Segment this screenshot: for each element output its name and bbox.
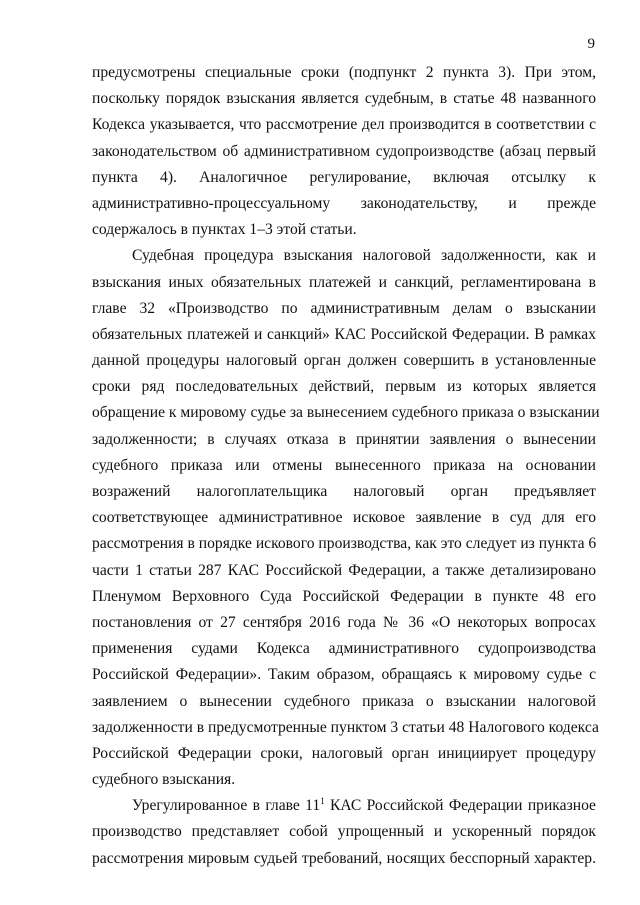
text-line: административно-процессуальному законодательству, и прежде bbox=[92, 194, 596, 212]
document-body bbox=[92, 60, 600, 872]
text-line: заявлением о вынесении судебного приказа о взыскании налоговой bbox=[92, 692, 596, 710]
text-line: содержалось в пунктах 1–3 этой статьи. bbox=[92, 221, 357, 239]
paragraph-writ-proceedings bbox=[92, 793, 596, 872]
page-number: 9 bbox=[587, 36, 595, 52]
text-line: данной процедуры налоговый орган должен совершить в установленные bbox=[92, 352, 596, 370]
text-line: сроки ряд последовательных действий, первым из которых является bbox=[92, 378, 596, 396]
text-line: главе 32 «Производство по административным делам о взыскании bbox=[92, 299, 596, 317]
text-line bbox=[92, 793, 596, 819]
text-line: рассмотрения мировым судьей требований, носящих бесспорный характер. bbox=[92, 849, 596, 867]
text-line: части 1 статьи 287 КАС Российской Федерации, а также детализировано bbox=[92, 561, 596, 579]
text-line: судебного приказа или отмены вынесенного приказа на основании bbox=[92, 456, 596, 474]
text-line: производство представляет собой упрощенный и ускоренный порядок bbox=[92, 823, 596, 841]
text-line: предусмотрены специальные сроки (подпункт 2 пункта 3). При этом, bbox=[92, 64, 596, 81]
text-line: обращение к мировому судье за вынесением судебного приказа о взыскании bbox=[92, 404, 600, 422]
paragraph-continuation bbox=[92, 60, 596, 243]
text-line: Судебная процедура взыскания налоговой задолженности, как и bbox=[132, 247, 596, 265]
text-line: задолженности в предусмотренные пунктом 3 статьи 48 Налогового кодекса bbox=[92, 718, 599, 736]
text-line: обязательных платежей и санкций» КАС Российской Федерации. В рамках bbox=[92, 325, 596, 343]
text-line: применения судами Кодекса административного судопроизводства bbox=[92, 640, 596, 658]
text-line: соответствующее административное исковое заявление в суд для его bbox=[92, 509, 596, 527]
text-line: пункта 4). Аналогичное регулирование, включая отсылку к bbox=[92, 168, 596, 186]
text-line: постановления от 27 сентября 2016 года № 36 «О некоторых вопросах bbox=[92, 613, 596, 631]
text-line: Российской Федерации сроки, налоговый орган инициирует процедуру bbox=[92, 744, 596, 762]
text-line: задолженности; в случаях отказа в принятии заявления о вынесении bbox=[92, 430, 596, 448]
text-line: возражений налогоплательщика налоговый орган предъявляет bbox=[92, 483, 596, 500]
text-line: Пленумом Верховного Суда Российской Федерации в пункте 48 его bbox=[92, 587, 596, 605]
text-run: Урегулированное в главе 11 bbox=[132, 797, 321, 815]
text-line: законодательством об административном судопроизводстве (абзац первый bbox=[92, 142, 596, 160]
text-line: Кодекса указывается, что рассмотрение дел производится в соответствии с bbox=[92, 116, 596, 134]
text-line: поскольку порядок взыскания является судебным, в статье 48 названного bbox=[92, 90, 596, 108]
text-line: рассмотрения в порядке искового производства, как это следует из пункта 6 bbox=[92, 535, 597, 553]
paragraph-judicial-procedure bbox=[92, 243, 600, 793]
chapter-superscript: 1 bbox=[320, 796, 325, 807]
text-line: судебного взыскания. bbox=[92, 771, 236, 789]
text-line: взыскания иных обязательных платежей и санкций, регламентирована в bbox=[92, 273, 596, 291]
text-line: Российской Федерации». Таким образом, обращаясь к мировому судье с bbox=[92, 666, 596, 684]
text-run: КАС Российской Федерации приказное bbox=[324, 797, 596, 815]
